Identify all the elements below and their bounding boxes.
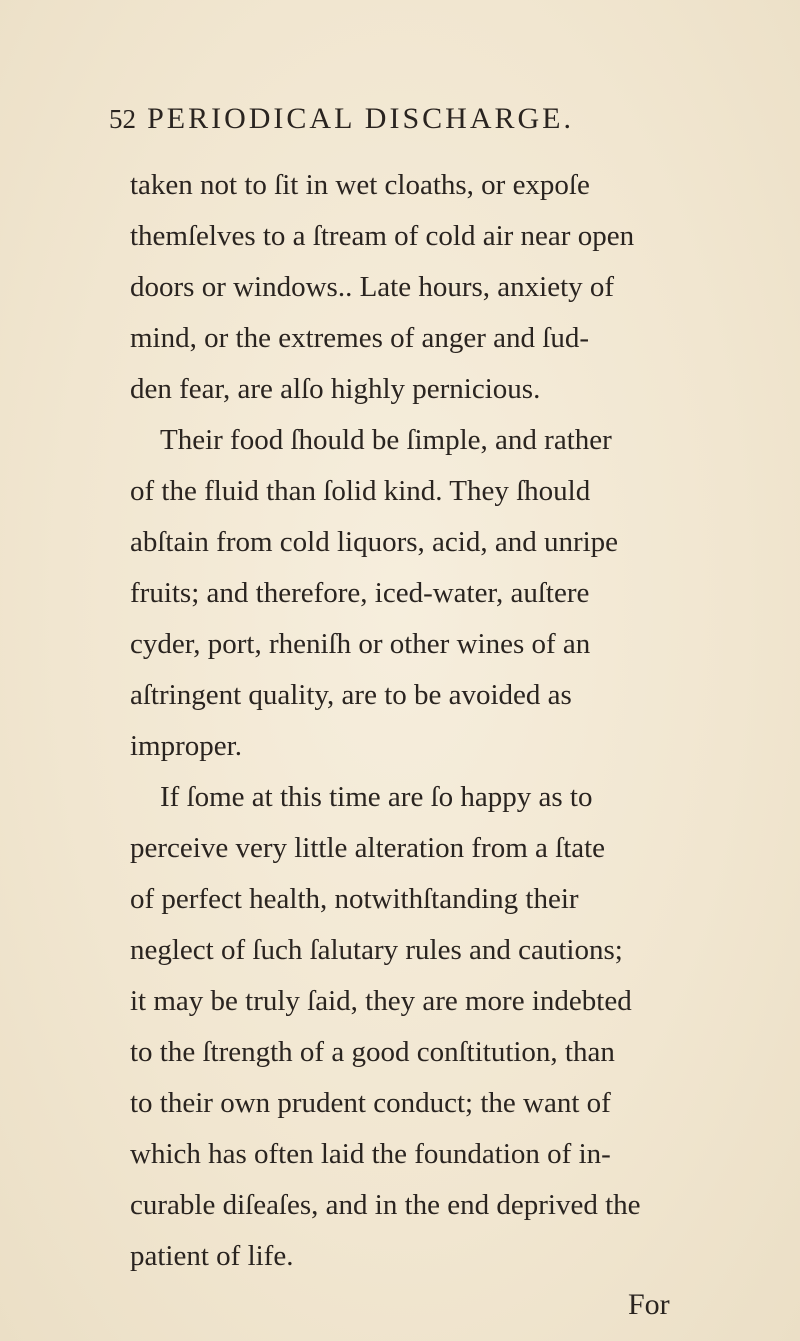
text-line: it may be truly ſaid, they are more indebted xyxy=(130,985,632,1017)
text-line: den fear, are alſo highly pernicious. xyxy=(130,373,541,405)
text-line: cyder, port, rheniſh or other wines of an xyxy=(130,628,591,660)
text-line: patient of life. xyxy=(130,1240,294,1272)
text-line: themſelves to a ſtream of cold air near open xyxy=(130,220,635,252)
page-header xyxy=(109,102,709,146)
text-line: of perfect health, notwithſtanding their xyxy=(130,883,579,915)
text-line: improper. xyxy=(130,730,242,762)
text-line: of the fluid than ſolid kind. They ſhould xyxy=(130,475,591,507)
text-line: curable diſeaſes, and in the end deprived the xyxy=(130,1189,641,1221)
catchword: For xyxy=(628,1288,670,1321)
text-line: taken not to ſit in wet cloaths, or expoſe xyxy=(130,169,590,201)
text-line: perceive very little alteration from a ſtate xyxy=(130,832,606,864)
text-line: If ſome at this time are ſo happy as to xyxy=(160,781,593,813)
text-line: to the ſtrength of a good conſtitution, than xyxy=(130,1036,615,1068)
text-line: abſtain from cold liquors, acid, and unripe xyxy=(130,526,619,558)
text-line: fruits; and therefore, iced-water, auſtere xyxy=(130,577,590,609)
text-line: which has often laid the foundation of in- xyxy=(130,1138,611,1170)
running-head: PERIODICAL DISCHARGE. xyxy=(147,102,574,135)
text-line: aſtringent quality, are to be avoided as xyxy=(130,679,572,711)
text-line: neglect of ſuch ſalutary rules and cautions; xyxy=(130,934,623,966)
text-line: Their food ſhould be ſimple, and rather xyxy=(160,424,612,456)
text-line: mind, or the extremes of anger and ſud- xyxy=(130,322,590,354)
text-line: doors or windows.. Late hours, anxiety of xyxy=(130,271,615,303)
page-number: 52 xyxy=(109,104,136,134)
text-line: to their own prudent conduct; the want of xyxy=(130,1087,611,1119)
